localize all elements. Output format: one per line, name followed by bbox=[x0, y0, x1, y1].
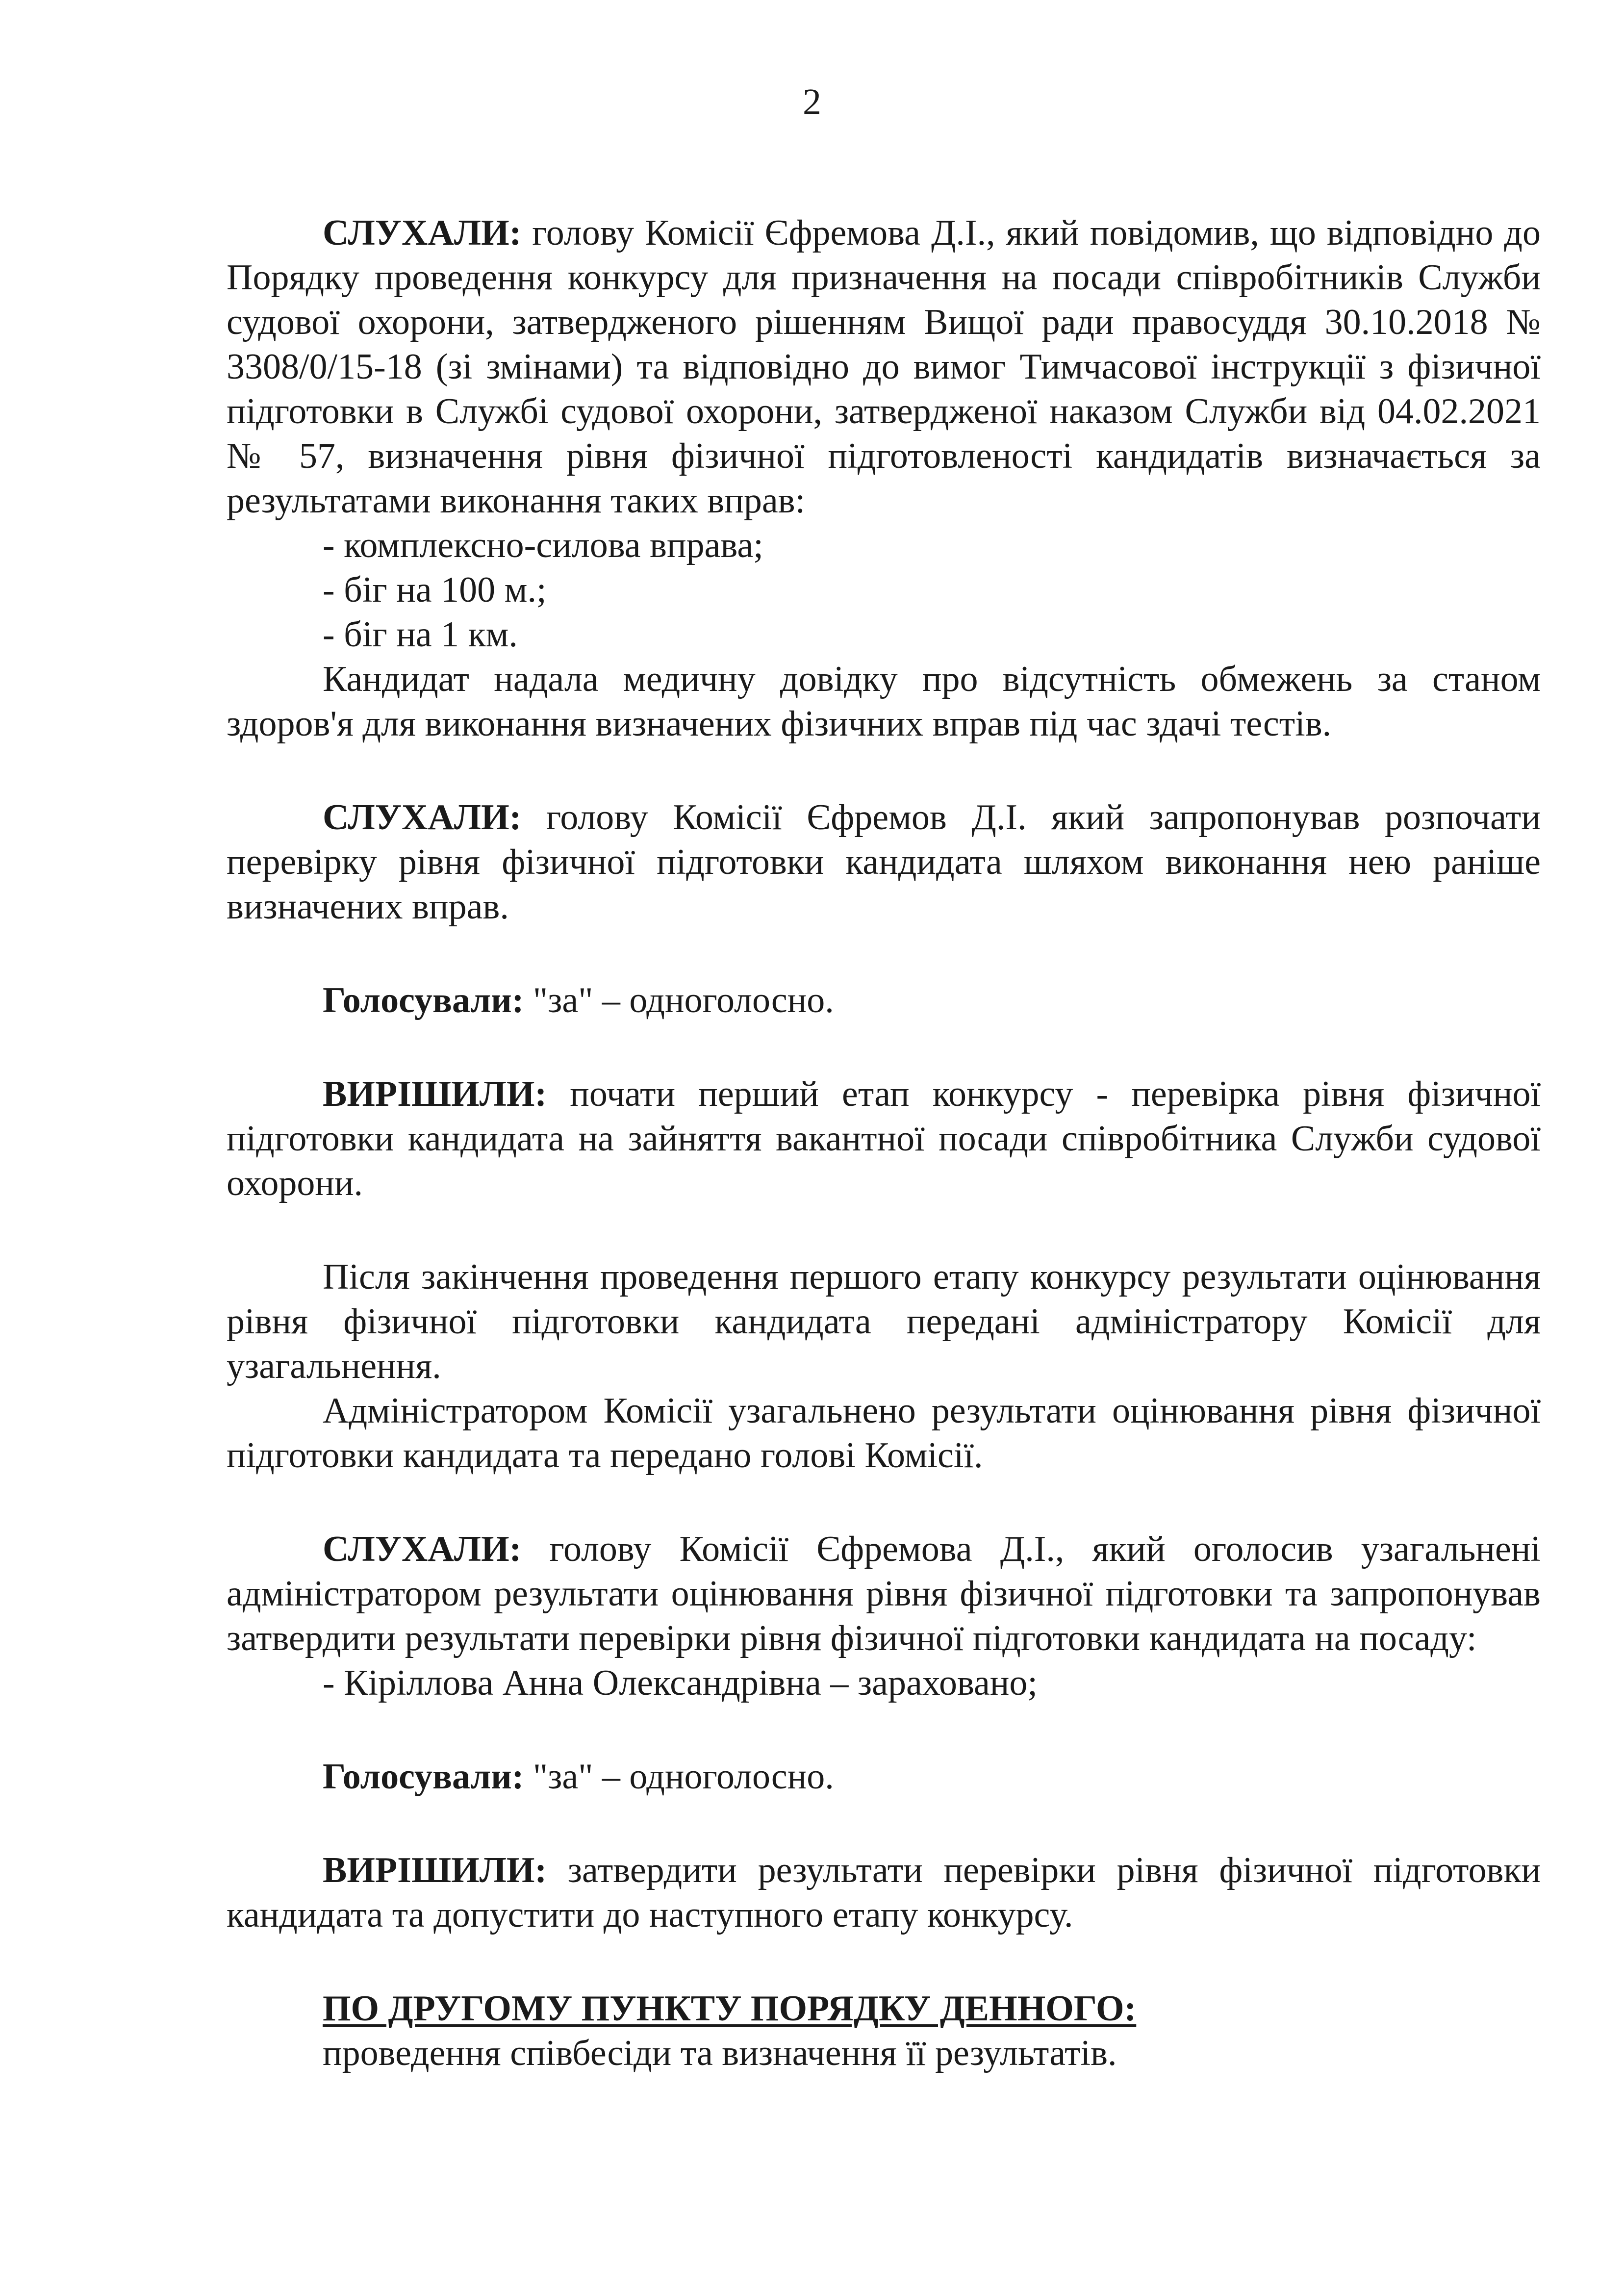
list-item: - біг на 100 м.; bbox=[323, 570, 547, 610]
paragraph-text: голову Комісії Єфремова Д.І., який повідомив, що відповідно до Порядку проведення конкурсу для призначення на посади співробітників Служби судової охорони, затвердженого рішенням Вищої ради правосуддя 30.10.2018 № 3308/0/15-18 (зі змінами) та відповідно до вимог Тимчасової інструкції з фізичної підготовки в Службі судової охорони, затвердженої наказом Служби від 04.02.2021 № 57, визначення рівня фізичної підготовленості кандидатів визначається за результатами виконання таких вправ: bbox=[227, 213, 1541, 521]
paragraph bbox=[227, 1755, 1541, 1799]
paragraph bbox=[227, 978, 1541, 1023]
page-number: 2 bbox=[803, 81, 821, 123]
list bbox=[227, 523, 1541, 657]
paragraph-keyword: СЛУХАЛИ: bbox=[323, 797, 522, 838]
paragraph-gap bbox=[227, 1206, 1541, 1255]
paragraph-gap bbox=[227, 746, 1541, 795]
list-item: - Кіріллова Анна Олександрівна – зараховано; bbox=[323, 1663, 1038, 1703]
section-heading: ПО ДРУГОМУ ПУНКТУ ПОРЯДКУ ДЕННОГО: bbox=[323, 1988, 1137, 2029]
paragraph-gap bbox=[227, 1799, 1541, 1848]
list-item: - комплексно-силова вправа; bbox=[323, 525, 763, 565]
list-item: - біг на 1 км. bbox=[323, 614, 518, 655]
paragraph-text: Адміністратором Комісії узагальнено результати оцінювання рівня фізичної підготовки кандидата та передано голові Комісії. bbox=[227, 1391, 1541, 1476]
paragraph bbox=[227, 795, 1541, 929]
paragraph-keyword: Голосували: bbox=[323, 980, 524, 1020]
document-body bbox=[227, 211, 1541, 2076]
paragraph-text: "за" – одноголосно. bbox=[524, 980, 834, 1020]
paragraph-keyword: СЛУХАЛИ: bbox=[323, 213, 522, 253]
list bbox=[227, 1661, 1541, 1706]
paragraph-gap bbox=[227, 1478, 1541, 1527]
paragraph-text: "за" – одноголосно. bbox=[524, 1757, 834, 1797]
paragraph-keyword: ВИРІШИЛИ: bbox=[323, 1074, 547, 1114]
paragraph-gap bbox=[227, 1023, 1541, 1072]
paragraph-text: Після закінчення проведення першого етапу конкурсу результати оцінювання рівня фізичної підготовки кандидата передані адміністратору Комісії для узагальнення. bbox=[227, 1257, 1541, 1386]
paragraph-keyword: ВИРІШИЛИ: bbox=[323, 1850, 547, 1890]
paragraph-text: почати перший етап конкурсу - перевірка рівня фізичної підготовки кандидата на зайняття вакантної посади співробітника Служби судової охорони. bbox=[227, 1074, 1541, 1203]
paragraph-gap bbox=[227, 1937, 1541, 1987]
paragraph bbox=[227, 211, 1541, 523]
paragraph-gap bbox=[227, 1706, 1541, 1755]
paragraph-text: голову Комісії Єфремова Д.І., який оголосив узагальнені адміністратором результати оцінювання рівня фізичної підготовки та запропонував затвердити результати перевірки рівня фізичної підготовки кандидата на посаду: bbox=[227, 1529, 1541, 1658]
paragraph-text: голову Комісії Єфремов Д.І. який запропонував розпочати перевірку рівня фізичної підготовки кандидата шляхом виконання нею раніше визначених вправ. bbox=[227, 797, 1541, 927]
paragraph-gap bbox=[227, 929, 1541, 978]
section-subtitle: проведення співбесіди та визначення її результатів. bbox=[323, 2033, 1117, 2073]
paragraph-text: затвердити результати перевірки рівня фізичної підготовки кандидата та допустити до наступного етапу конкурсу. bbox=[227, 1850, 1541, 1935]
paragraph bbox=[227, 657, 1541, 746]
paragraph bbox=[227, 1527, 1541, 1661]
paragraph-text: Кандидат надала медичну довідку про відсутність обмежень за станом здоров'я для виконання визначених фізичних вправ під час здачі тестів. bbox=[227, 659, 1541, 744]
paragraph bbox=[227, 1072, 1541, 1206]
paragraph-keyword: Голосували: bbox=[323, 1757, 524, 1797]
paragraph bbox=[227, 1389, 1541, 1478]
paragraph bbox=[227, 1255, 1541, 1389]
paragraph bbox=[227, 1848, 1541, 1937]
paragraph-keyword: СЛУХАЛИ: bbox=[323, 1529, 522, 1569]
